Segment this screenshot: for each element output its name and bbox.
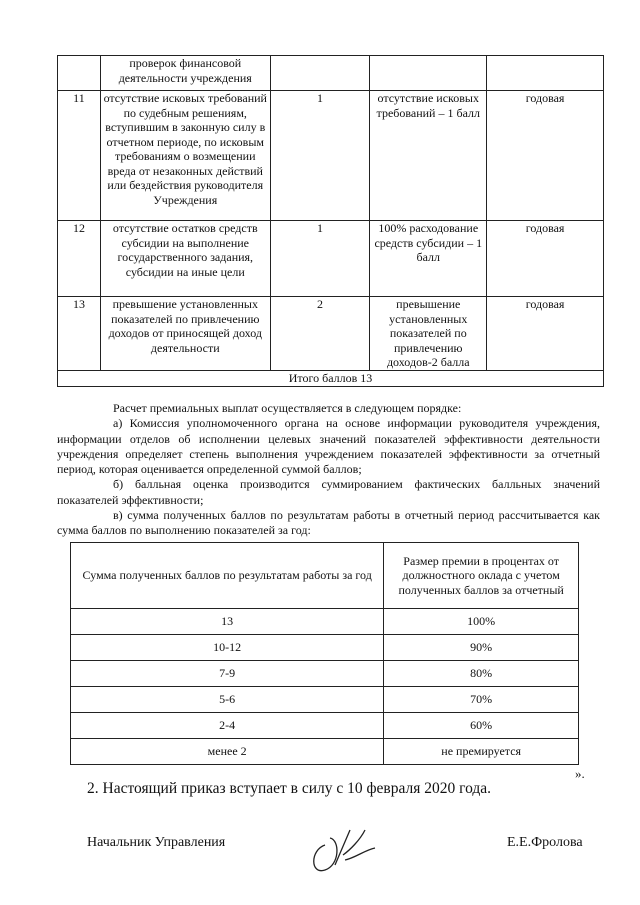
cell-score: 1 <box>270 221 370 297</box>
bonus-table <box>70 542 579 765</box>
table-row <box>71 739 579 765</box>
cell-bonus: 80% <box>384 661 579 687</box>
header-bonus: Размер премии в процентах от должностного оклада с учетом полученных баллов за отчетный <box>384 543 579 609</box>
cell-period: годовая <box>487 297 604 371</box>
cell-points: 13 <box>71 609 384 635</box>
cell-num: 11 <box>58 91 101 221</box>
table-row <box>58 297 604 371</box>
cell-description: отсутствие исковых требований по судебным решениям, вступившим в законную силу в отчетном периоде, по исковым требованиям о возмещении вреда от незаконных действий или бездействия руководителя Учреждения <box>100 91 270 221</box>
cell-criterion: превышение установленных показателей по привлечению доходов-2 балла <box>370 297 487 371</box>
table-row <box>71 661 579 687</box>
paragraph: а) Комиссия уполномоченного органа на основе информации руководителя учреждения, информации отделов об исполнении целевых значений показателей эффективности деятельности учреждения определяет степень выполнения учреждением показателей эффективности за отчетный период, которая оценивается определенной суммой баллов; <box>57 416 600 477</box>
procedure-text <box>57 401 600 539</box>
table-row <box>71 687 579 713</box>
cell-points: 7-9 <box>71 661 384 687</box>
cell-description: отсутствие остатков средств субсидии на выполнение государственного задания, субсидии на иные цели <box>100 221 270 297</box>
signature-name: Е.Е.Фролова <box>507 835 583 850</box>
cell-description: превышение установленных показателей по привлечению доходов от приносящей доход деятельности <box>100 297 270 371</box>
table-row <box>71 609 579 635</box>
paragraph: в) сумма полученных баллов по результатам работы в отчетный период рассчитывается как сумма баллов по выполнению показателей за год: <box>57 508 600 538</box>
table-row <box>58 221 604 297</box>
cell-points: 5-6 <box>71 687 384 713</box>
order-clause: 2. Настоящий приказ вступает в силу с 10 февраля 2020 года. <box>87 780 492 797</box>
table-row <box>71 635 579 661</box>
header-points: Сумма полученных баллов по результатам работы за год <box>71 543 384 609</box>
closing-quote: ». <box>575 766 585 781</box>
cell-num: 12 <box>58 221 101 297</box>
cell-bonus: не премируется <box>384 739 579 765</box>
cell-description: проверок финансовой деятельности учреждения <box>100 56 270 91</box>
cell-bonus: 90% <box>384 635 579 661</box>
criteria-table <box>57 55 604 387</box>
cell-score: 1 <box>270 91 370 221</box>
cell-period: годовая <box>487 91 604 221</box>
total-cell: Итого баллов 13 <box>58 371 604 387</box>
table-row <box>71 713 579 739</box>
cell-points: 10-12 <box>71 635 384 661</box>
signature-position: Начальник Управления <box>87 835 226 850</box>
table-row <box>58 56 604 91</box>
total-row <box>58 371 604 387</box>
signature-handwritten <box>305 820 385 880</box>
cell-num: 13 <box>58 297 101 371</box>
header-row <box>71 543 579 609</box>
paragraph: б) балльная оценка производится суммированием фактических балльных значений показателей эффективности; <box>57 477 600 507</box>
cell-score: 2 <box>270 297 370 371</box>
cell-points: 2-4 <box>71 713 384 739</box>
cell-bonus: 60% <box>384 713 579 739</box>
cell-criterion: 100% расходование средств субсидии – 1 балл <box>370 221 487 297</box>
cell-points: менее 2 <box>71 739 384 765</box>
cell-criterion: отсутствие исковых требований – 1 балл <box>370 91 487 221</box>
cell-period: годовая <box>487 221 604 297</box>
cell-bonus: 100% <box>384 609 579 635</box>
table-row <box>58 91 604 221</box>
cell-bonus: 70% <box>384 687 579 713</box>
paragraph: Расчет премиальных выплат осуществляется в следующем порядке: <box>113 401 462 415</box>
